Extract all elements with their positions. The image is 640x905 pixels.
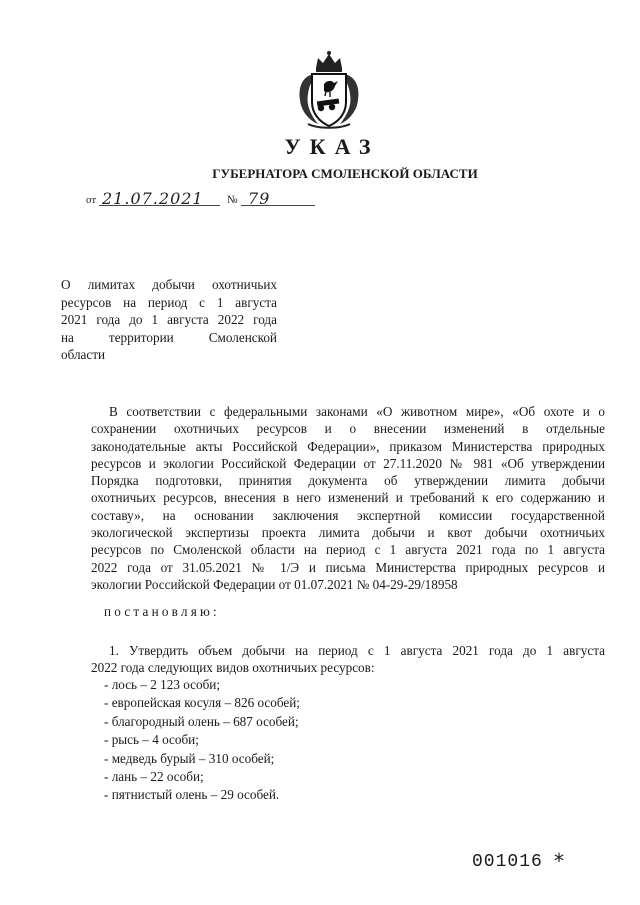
preamble-paragraph [91, 403, 605, 593]
number-prefix: № [227, 194, 238, 206]
date-number-line [86, 188, 326, 210]
point-1-paragraph [91, 642, 605, 677]
preamble-line: законодательные акты Российской Федерации», приказом Министерства природных [91, 438, 605, 454]
preamble-line: экологии Российской Федерации от 01.07.2021 № 04-29-29/18958 [91, 576, 458, 592]
number-value: 79 [248, 189, 271, 208]
subject-line: 2021 года до 1 августа 2022 года [61, 312, 277, 328]
document-issuer: ГУБЕРНАТОРА СМОЛЕНСКОЙ ОБЛАСТИ [212, 166, 478, 181]
list-item: - лань – 22 особи; [104, 769, 204, 785]
date-prefix: от [86, 194, 97, 206]
preamble-line: сохранении охотничьих ресурсов и о внесении изменений в отдельные [91, 421, 605, 437]
coat-of-arms-icon [294, 50, 364, 130]
subject-line: О лимитах добычи охотничьих [61, 277, 277, 292]
point-line: 1. Утвердить объем добычи на период с 1 августа 2021 года до 1 августа [109, 643, 605, 658]
date-value: 21.07.2021 [102, 189, 204, 208]
list-item: - рысь – 4 особи; [104, 732, 199, 748]
list-item: - медведь бурый – 310 особей; [104, 750, 275, 766]
preamble-line: ресурсов по Смоленской области на период с 1 августа 2021 года по 1 августа [91, 542, 605, 558]
document-subject [61, 276, 277, 364]
serial-star-mark: * [554, 849, 564, 873]
point-line: 2022 года следующих видов охотничьих ресурсов: [91, 660, 375, 676]
preamble-line: В соответствии с федеральными законами «О животном мире», «Об охоте и о [109, 404, 605, 419]
list-item: - лось – 2 123 особи; [104, 677, 221, 692]
preamble-line: охотничьих ресурсов, внесения в него изменений и требований к его содержанию и [91, 490, 605, 506]
document-title: УКАЗ [284, 134, 380, 159]
subject-line: области [61, 347, 106, 363]
subject-line: на территории Смоленской [61, 329, 277, 345]
list-item: - европейская косуля – 826 особей; [104, 695, 300, 711]
resolve-word: постановляю: [104, 604, 220, 619]
species-list [104, 676, 300, 805]
preamble-line: Порядка подготовки, принятия документа об утверждении лимита добычи [91, 473, 605, 489]
list-item: - благородный олень – 687 особей; [104, 713, 299, 729]
preamble-line: ресурсов и экологии Российской Федерации от 27.11.2020 № 981 «Об утверждении [91, 455, 605, 471]
subject-line: ресурсов на период с 1 августа [61, 294, 277, 310]
preamble-line: составу», на основании заключения экспертной комиссии государственной [91, 507, 605, 523]
preamble-line: экологической экспертизы проекта лимита добычи и квот добычи охотничьих [91, 525, 605, 541]
form-serial-number: 001016 [472, 852, 543, 872]
preamble-line: 2022 года от 31.05.2021 № 1/Э и письма Министерства природных ресурсов и [91, 559, 605, 575]
list-item: - пятнистый олень – 29 особей. [104, 787, 280, 803]
